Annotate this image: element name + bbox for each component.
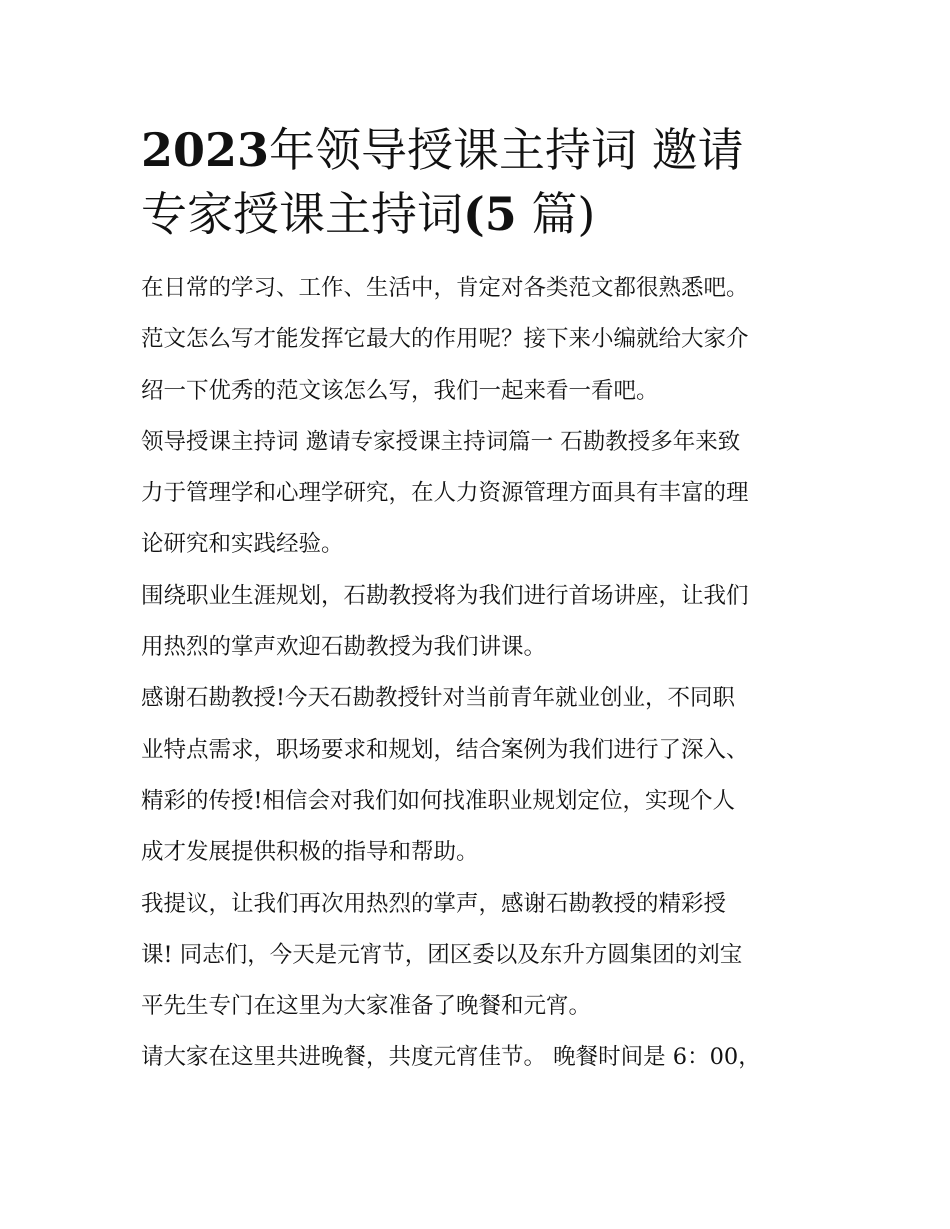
body-line: 成才发展提供积极的指导和帮助。 [141, 839, 479, 866]
body-line: 业特点需求，职场要求和规划，结合案例为我们进行了深入、 [141, 736, 749, 763]
body-line: 围绕职业生涯规划，石勘教授将为我们进行首场讲座，让我们 [141, 582, 749, 609]
body-line: 我提议，让我们再次用热烈的掌声，感谢石勘教授的精彩授 [141, 890, 727, 917]
body-line: 论研究和实践经验。 [141, 531, 344, 558]
body-line: 平先生专门在这里为大家准备了晚餐和元宵。 [141, 993, 592, 1020]
title-text-3: 篇) [516, 187, 596, 241]
body-line: 请大家在这里共进晚餐，共度元宵佳节。 晚餐时间是 6：00， [141, 1044, 761, 1071]
body-line: 用热烈的掌声欢迎石勘教授为我们讲课。 [141, 634, 547, 661]
body-line: 课! 同志们，今天是元宵节，团区委以及东升方圆集团的刘宝 [141, 941, 743, 968]
document-content [141, 118, 821, 1084]
title-text-2: 专家授课主持词 [141, 187, 463, 241]
title-year: 2023 [141, 123, 270, 177]
title-text-1: 年领导授课主持词 邀请 [269, 123, 744, 177]
body-line: 在日常的学习、工作、生活中，肯定对各类范文都很熟悉吧。 [141, 275, 749, 301]
title-line-2 [141, 182, 821, 246]
body-line: 绍一下优秀的范文该怎么写，我们一起来看一看吧。 [141, 377, 659, 404]
document-title [141, 118, 821, 246]
body-line: 领导授课主持词 邀请专家授课主持词篇一 石勘教授多年来致 [141, 428, 741, 455]
body-line: 力于管理学和心理学研究，在人力资源管理方面具有丰富的理 [141, 480, 749, 507]
body-line: 范文怎么写才能发挥它最大的作用呢？接下来小编就给大家介 [141, 326, 749, 353]
title-count: (5 [463, 187, 517, 241]
body-line: 感谢石勘教授!今天石勘教授针对当前青年就业创业，不同职 [141, 685, 736, 712]
title-line-1 [141, 118, 821, 182]
document-body [141, 263, 821, 1084]
body-line: 精彩的传授!相信会对我们如何找准职业规划定位，实现个人 [141, 787, 736, 814]
